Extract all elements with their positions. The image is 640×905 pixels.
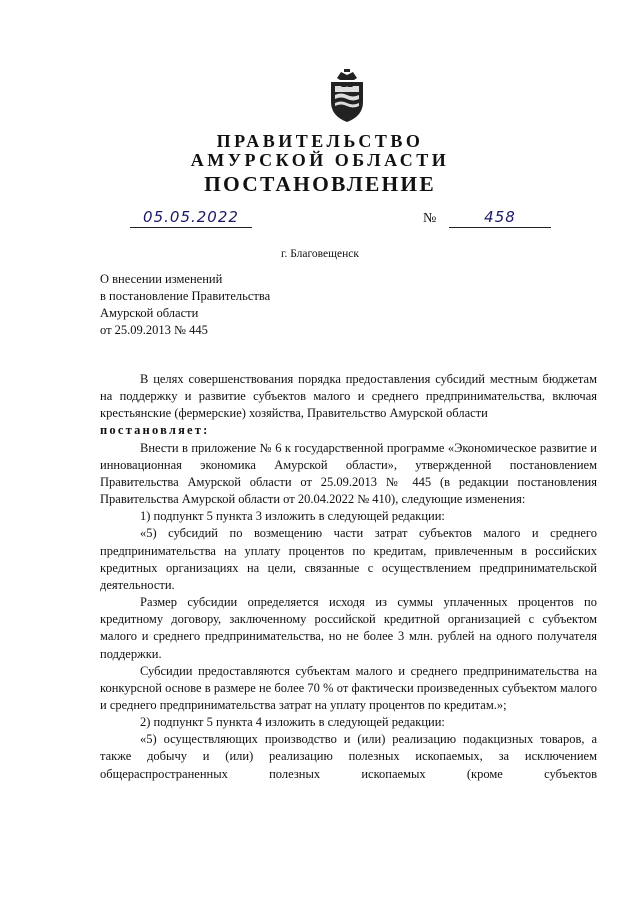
intro-paragraph: В целях совершенствования порядка предоставления субсидий местным бюджетам на поддержку и развитие субъектов малого и среднего предпринимательства, включая крестьянские (фермерские) хозяйства, Правительство Амурской области [100, 372, 597, 421]
body-paragraph: 1) подпункт 5 пункта 3 изложить в следующей редакции: [140, 509, 445, 524]
document-date: 05.05.2022 [130, 207, 252, 228]
document-type-title: ПОСТАНОВЛЕНИЕ [204, 172, 436, 196]
body-paragraph: «5) субсидий по возмещению части затрат субъектов малого и среднего предпринимательства на уплату процентов по кредитам, привлеченным в российских кредитных организациях на цели, связанные с осуществлением предпринимательской деятельности. [100, 526, 597, 592]
resolve-word: постановляет: [100, 423, 210, 438]
subject-line: О внесении изменений [100, 272, 223, 286]
body-paragraph: Внести в приложение № 6 к государственной программе «Экономическое развитие и инновационная экономика Амурской области», утвержденной постановлением Правительства Амурской области от 25.09.2013 № 445 (в редакции постановления Правительства Амурской области от 20.04.2022 № 410), следующие изменения: [100, 440, 597, 507]
subject-block [100, 271, 270, 339]
body-paragraph: «5) осуществляющих производство и (или) реализацию подакцизных товаров, а также добычу и (или) реализацию полезных ископаемых, за исключением общераспространенных полезных ископаемых (кроме субъектов [100, 732, 597, 781]
document-number: 458 [449, 207, 551, 228]
subject-line: в постановление Правительства [100, 289, 271, 303]
city-line: г. Благовещенск [281, 248, 359, 260]
number-label: № [423, 211, 437, 226]
coat-of-arms-emblem-icon [327, 68, 367, 124]
government-title: ПРАВИТЕЛЬСТВО [216, 131, 424, 151]
region-title: АМУРСКОЙ ОБЛАСТИ [190, 150, 450, 170]
subject-line: Амурской области [100, 306, 199, 320]
body-paragraph: 2) подпункт 5 пункта 4 изложить в следующей редакции: [140, 715, 445, 730]
subject-line: от 25.09.2013 № 445 [100, 323, 208, 337]
body-paragraph: Субсидии предоставляются субъектам малого и среднего предпринимательства на конкурсной основе в размере не более 70 % от фактически произведенных субъектом малого и среднего предпринимательства затрат на уплату процентов по кредитам.»; [100, 663, 597, 712]
body-paragraph: Размер субсидии определяется исходя из суммы уплаченных процентов по кредитному договору, заключенному российской кредитной организацией с субъектом малого и среднего предпринимательства, но не более 3 млн. рублей на одного получателя поддержки. [100, 595, 597, 661]
document-body [100, 371, 597, 783]
